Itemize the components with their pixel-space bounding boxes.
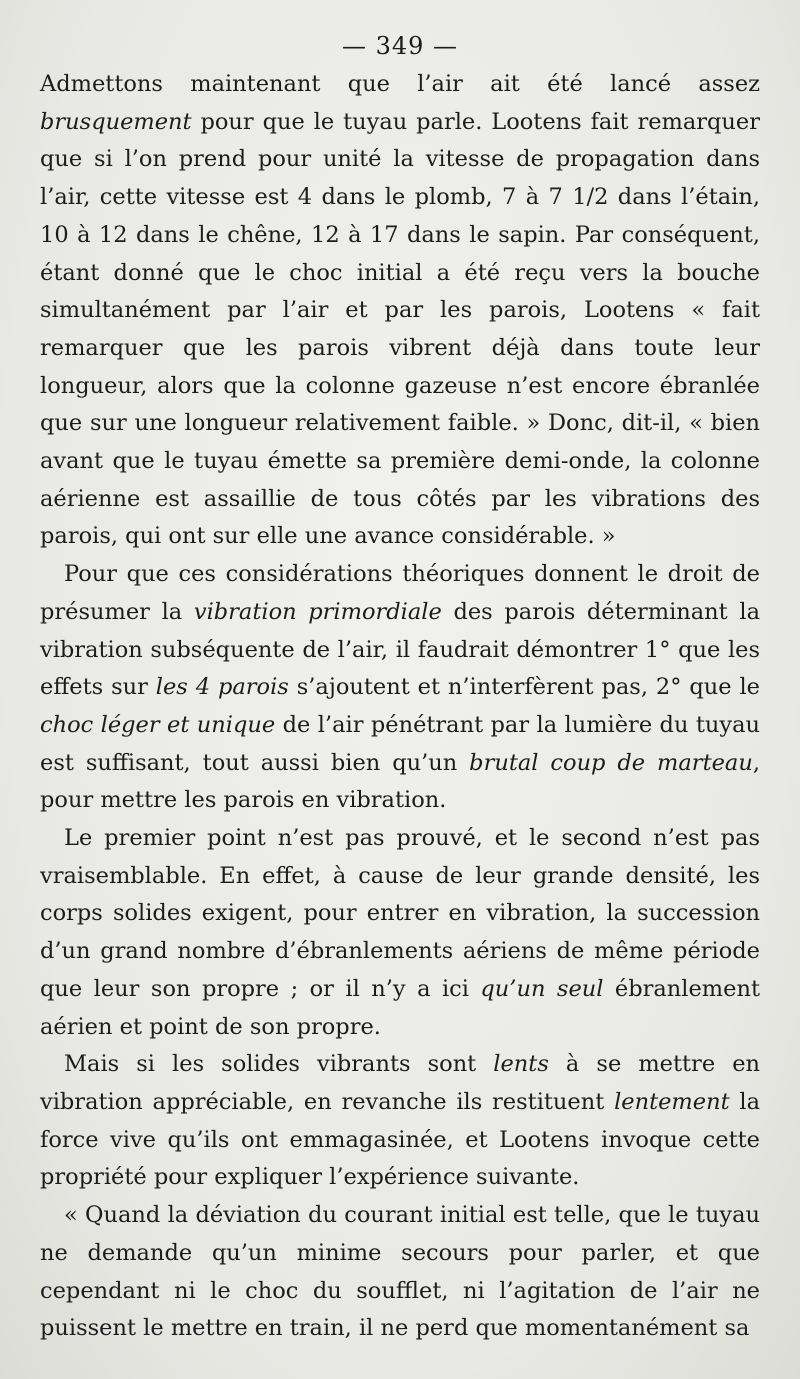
italic-text-run: choc léger et unique xyxy=(40,711,276,738)
italic-text-run: brusquement xyxy=(40,108,192,135)
text-run: Mais si les solides vibrants sont xyxy=(64,1051,494,1078)
italic-text-run: vibration primordiale xyxy=(193,598,442,625)
text-run: Pour que ces considérations théoriques donnent le droit de présumer la xyxy=(40,561,760,625)
text-run: , pour mettre les parois en vibration. xyxy=(40,749,760,814)
paragraph-5-quote xyxy=(40,1197,760,1348)
text-run: de l’air pénétrant par la lumière du tuyau est suffisant, tout aussi bien qu’un xyxy=(40,711,760,776)
text-run: Le premier point n’est pas prouvé, et le second n’est pas vraisemblable. En effet, à cause de leur grande densité, les corps solides exigent, pour entrer en vibration, la succession d’un grand nombre d’ébranlements aériens de même période que leur son propre ; or il n’y a ici xyxy=(40,825,760,1002)
paragraph-4 xyxy=(40,1046,760,1197)
page-number: — 349 — xyxy=(341,32,459,60)
italic-text-run: qu’un seul xyxy=(480,975,604,1002)
text-run: pour que le tuyau parle. Lootens fait remarquer que si l’on prend pour unité la vitesse de propagation dans l’air, cette vitesse est 4 dans le plomb, 7 à 7 1/2 dans l’étain, 10 à 12 dans le chêne, 12 à 17 dans le sapin. Par conséquent, étant donné que le choc initial a été reçu vers la bouche simultanément par l’air et par les parois, Lootens « fait remarquer que les parois vibrent déjà dans toute leur longueur, alors que la colonne gazeuse n’est encore ébranlée que sur une longueur relativement faible. » Donc, dit-il, « bien avant que le tuyau émette sa première demi-onde, la colonne aérienne est assaillie de tous côtés par les vibrations des parois, qui ont sur elle une avance considérable. » xyxy=(40,108,760,550)
text-run: à se mettre en vibration appréciable, en revanche ils restituent xyxy=(40,1051,760,1115)
italic-text-run: lentement xyxy=(614,1088,730,1115)
italic-text-run: brutal coup de marteau xyxy=(469,749,753,776)
italic-text-run: lents xyxy=(493,1051,549,1078)
text-run: Admettons maintenant que l’air ait été lancé assez xyxy=(40,71,760,97)
italic-text-run: les 4 parois xyxy=(155,674,289,701)
paragraph-3 xyxy=(40,820,760,1046)
paragraph-2 xyxy=(40,556,760,820)
text-run: des parois déterminant la vibration subséquente de l’air, il faudrait démontrer 1° que les effets sur xyxy=(40,598,760,701)
text-run: la force vive qu’ils ont emmagasinée, et Lootens invoque cette propriété pour expliquer l’expérience suivante. xyxy=(40,1088,760,1191)
text-run: ébranlement aérien et point de son propre. xyxy=(40,975,760,1040)
text-run: « Quand la déviation du courant initial est telle, que le tuyau ne demande qu’un minime secours pour parler, et que cependant ni le choc du soufflet, ni l’agitation de l’air ne puissent le mettre en train, il ne perd que momentanément sa xyxy=(40,1202,760,1342)
paragraph-1 xyxy=(40,66,760,556)
text-run: s’ajoutent et n’interfèrent pas, 2° que le xyxy=(288,674,760,701)
